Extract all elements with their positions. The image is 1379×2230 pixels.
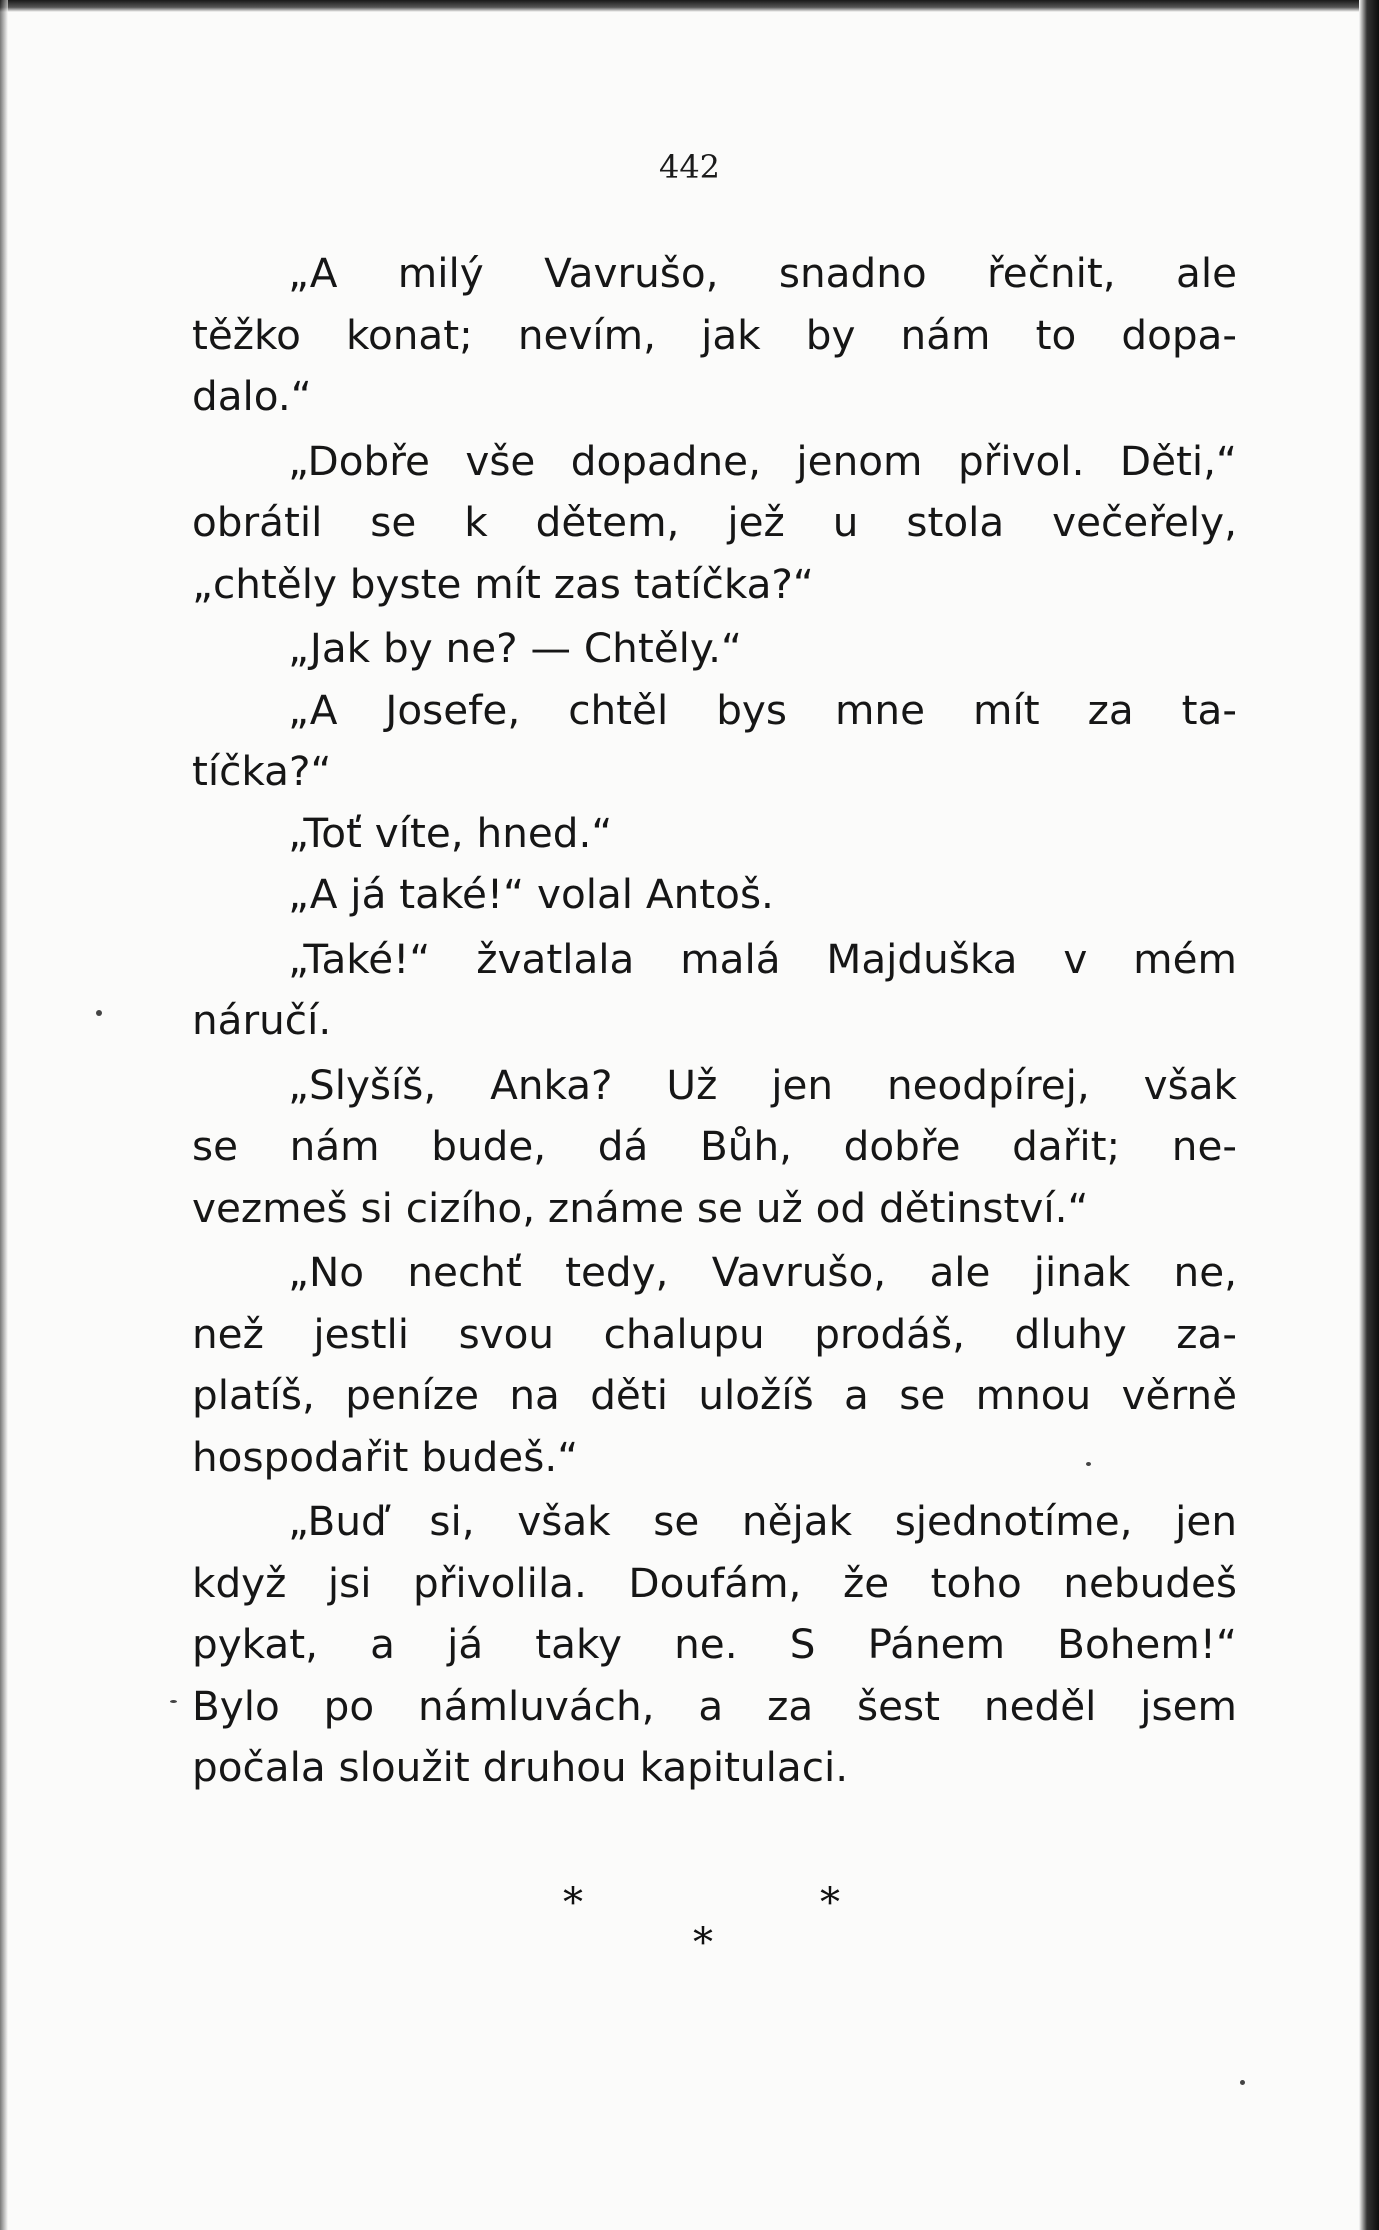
scan-speck	[96, 1010, 102, 1016]
asterisk-ornament: *	[820, 1880, 840, 1926]
text-line: počala sloužit druhou kapitulaci.	[192, 1743, 849, 1791]
text-line: dalo.“	[192, 372, 312, 420]
text-line: tíčka?“	[192, 747, 332, 795]
text-line: když jsi přivolila. Doufám, že toho nebudeš	[192, 1558, 1237, 1607]
text-line: „Také!“ žvatlala malá Majduška v mém	[288, 934, 1237, 983]
text-line: „chtěly byste mít zas tatíčka?“	[192, 559, 814, 608]
text-line: „Dobře vše dopadne, jenom přivol. Děti,“	[288, 436, 1237, 485]
page-edge-top	[0, 0, 1379, 12]
text-line: těžko konat; nevím, jak by nám to dopa-	[192, 310, 1237, 359]
text-line: Bylo po námluvách, a za šest neděl jsem	[192, 1681, 1237, 1730]
text-line: „Toť víte, hned.“	[288, 808, 613, 857]
text-line: se nám bude, dá Bůh, dobře dařit; ne-	[192, 1122, 1237, 1170]
text-line: „A milý Vavrušo, snadno řečnit, ale	[288, 249, 1237, 297]
section-separator	[0, 1880, 1379, 1990]
text-line: než jestli svou chalupu prodáš, dluhy za-	[192, 1309, 1237, 1358]
scan-speck	[1240, 2080, 1245, 2085]
asterisk-ornament: *	[563, 1880, 583, 1926]
text-line: platíš, peníze na děti uložíš a se mnou věrně	[192, 1371, 1237, 1419]
scan-speck	[1086, 1462, 1091, 1466]
text-line: hospodařit budeš.“	[192, 1432, 579, 1481]
text-line: náručí.	[192, 996, 332, 1044]
scan-speck	[170, 1700, 177, 1703]
text-line: „A já také!“ volal Antoš.	[288, 870, 774, 918]
text-line: „Jak by ne? — Chtěly.“	[288, 624, 742, 672]
body-text	[192, 243, 1237, 1799]
text-line: „Buď si, však se nějak sjednotíme, jen	[288, 1497, 1237, 1545]
text-line: obrátil se k dětem, jež u stola večeřely,	[192, 498, 1237, 546]
asterisk-ornament: *	[693, 1920, 713, 1966]
text-line: pykat, a já taky ne. S Pánem Bohem!“	[192, 1620, 1237, 1668]
page-number: 442	[658, 148, 721, 186]
text-line: „No nechť tedy, Vavrušo, ale jinak ne,	[288, 1248, 1237, 1296]
text-line: „Slyšíš, Anka? Už jen neodpírej, však	[288, 1060, 1237, 1109]
text-line: vezmeš si cizího, známe se už od dětinství.“	[192, 1183, 1089, 1232]
text-line: „A Josefe, chtěl bys mne mít za ta-	[288, 685, 1237, 734]
